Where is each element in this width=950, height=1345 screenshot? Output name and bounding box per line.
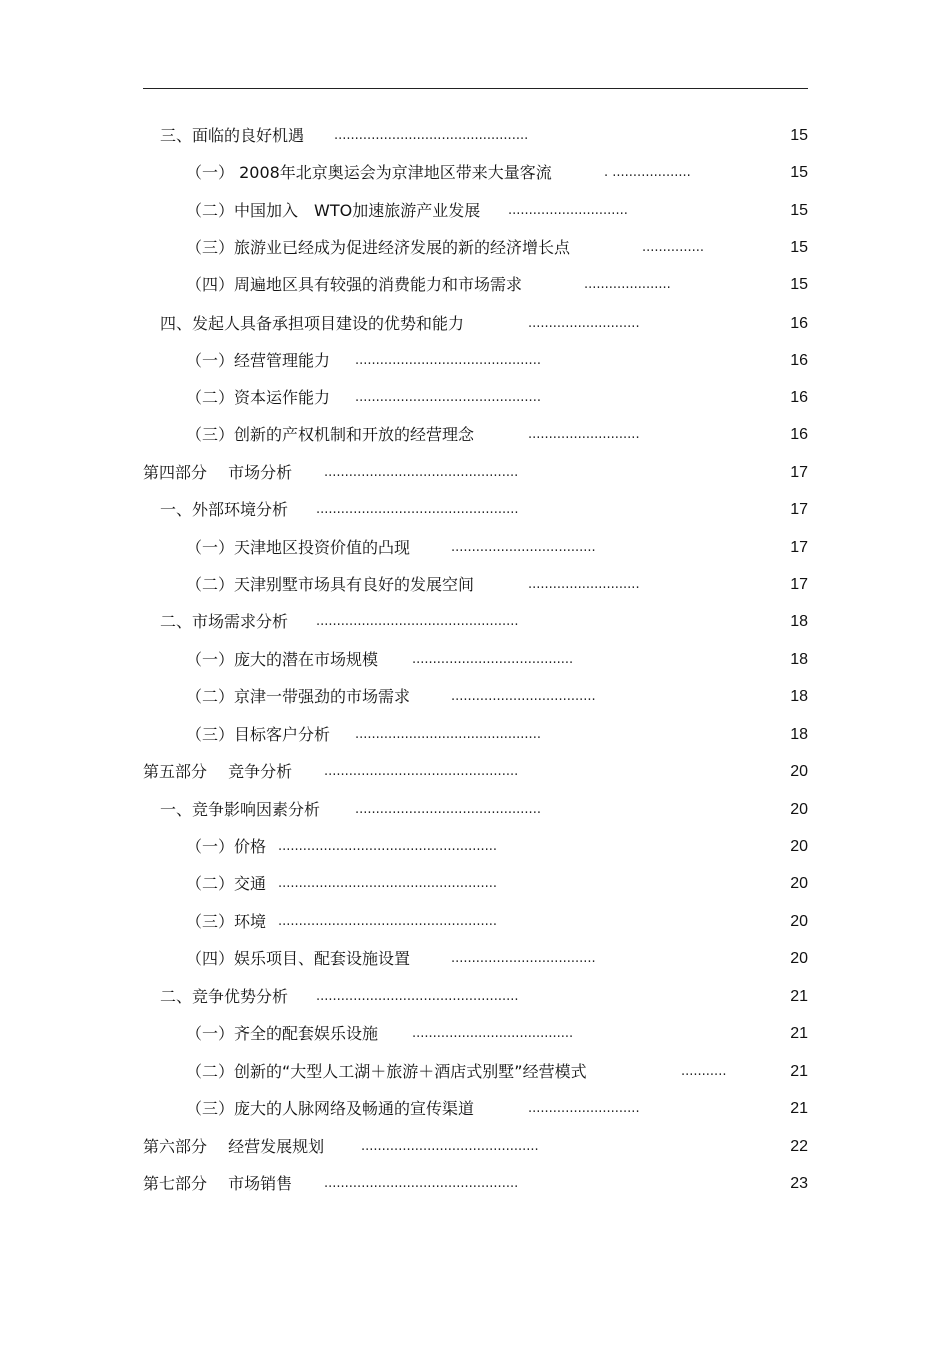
toc-entry[interactable] — [160, 124, 808, 148]
toc-entry-leader: ................................... — [451, 689, 596, 704]
toc-entry-leader: ........................................... — [361, 1139, 539, 1154]
toc-entry-leader: ............................................. — [355, 727, 541, 742]
toc-entry-leader: ................................................. — [316, 614, 519, 629]
toc-entry-title: （三）旅游业已经成为促进经济发展的新的经济增长点 — [186, 238, 571, 257]
toc-entry-page: 17 — [790, 464, 808, 481]
toc-entry[interactable] — [186, 835, 808, 859]
toc-entry[interactable] — [143, 461, 808, 485]
toc-entry-page: 20 — [790, 801, 808, 818]
toc-entry[interactable] — [186, 349, 808, 373]
toc-entry-page: 18 — [790, 613, 808, 630]
toc-entry-page: 20 — [790, 950, 808, 967]
toc-entry-leader: ................................... — [451, 951, 596, 966]
toc-entry-leader: ............................................... — [324, 764, 519, 779]
toc-entry-leader: ....................................... — [412, 652, 574, 667]
toc-entry[interactable] — [186, 723, 808, 747]
toc-entry-title: （二）京津一带强劲的市场需求 — [186, 687, 411, 706]
toc-entry-page: 16 — [790, 352, 808, 369]
toc-entry[interactable] — [143, 1135, 808, 1159]
toc-entry[interactable] — [160, 312, 808, 336]
toc-entry-leader: ..................................................... — [278, 876, 498, 891]
toc-entry-leader: ........................... — [528, 316, 640, 331]
toc-entry-leader: ................................................. — [316, 502, 519, 517]
toc-entry[interactable] — [143, 760, 808, 784]
toc-entry-leader: ........................... — [528, 1101, 640, 1116]
toc-entry[interactable] — [186, 423, 808, 447]
toc-entry[interactable] — [143, 1172, 808, 1196]
toc-entry-page: 20 — [790, 763, 808, 780]
toc-entry-leader: ....................................... — [412, 1026, 574, 1041]
toc-entry[interactable] — [186, 685, 808, 709]
toc-entry-leader: ..................................................... — [278, 914, 498, 929]
toc-entry-title: （三）创新的产权机制和开放的经营理念 — [186, 425, 475, 444]
toc-entry-page: 20 — [790, 913, 808, 930]
toc-entry-page: 15 — [790, 127, 808, 144]
toc-entry-page: 17 — [790, 539, 808, 556]
toc-entry[interactable] — [186, 536, 808, 560]
toc-entry-title: （一）齐全的配套娱乐设施 — [186, 1024, 379, 1043]
toc-entry[interactable] — [160, 498, 808, 522]
toc-entry-page: 16 — [790, 389, 808, 406]
toc-entry-title: （一）天津地区投资价值的凸现 — [186, 538, 411, 557]
toc-entry-page: 18 — [790, 688, 808, 705]
toc-entry-title: 一、外部环境分析 — [160, 500, 289, 519]
toc-entry[interactable] — [186, 386, 808, 410]
toc-entry[interactable] — [186, 910, 808, 934]
toc-entry-page: 18 — [790, 726, 808, 743]
toc-entry-leader: ................................... — [451, 540, 596, 555]
toc-entry-title: 二、竞争优势分析 — [160, 987, 289, 1006]
toc-entry[interactable] — [186, 161, 808, 185]
toc-entry-title: （二）创新的“大型人工湖＋旅游＋酒店式别墅”经营模式 — [186, 1062, 587, 1081]
toc-entry[interactable] — [186, 573, 808, 597]
toc-entry-leader: ........................... — [528, 427, 640, 442]
toc-entry-page: 20 — [790, 875, 808, 892]
toc-entry[interactable] — [186, 199, 808, 223]
toc-entry-title: （一） 2008年北京奥运会为京津地区带来大量客流 — [186, 163, 552, 182]
toc-entry-page: 15 — [790, 202, 808, 219]
toc-entry-title: 四、发起人具备承担项目建设的优势和能力 — [160, 314, 465, 333]
toc-entry[interactable] — [186, 872, 808, 896]
toc-entry-page: 22 — [790, 1138, 808, 1155]
toc-entry-page: 15 — [790, 164, 808, 181]
toc-entry-page: 21 — [790, 1025, 808, 1042]
toc-entry-page: 15 — [790, 239, 808, 256]
toc-entry[interactable] — [160, 798, 808, 822]
toc-entry-title: （一）庞大的潜在市场规模 — [186, 650, 379, 669]
toc-entry-page: 15 — [790, 276, 808, 293]
toc-entry-title: 第七部分 市场销售 — [143, 1174, 293, 1193]
toc-entry-title: （四）周遍地区具有较强的消费能力和市场需求 — [186, 275, 523, 294]
toc-entry-page: 23 — [790, 1175, 808, 1192]
toc-entry-leader: ........... — [681, 1064, 727, 1079]
toc-entry[interactable] — [160, 985, 808, 1009]
toc-entry-page: 16 — [790, 426, 808, 443]
toc-entry[interactable] — [186, 1097, 808, 1121]
toc-entry-page: 16 — [790, 315, 808, 332]
toc-entry[interactable] — [186, 947, 808, 971]
toc-entry-page: 21 — [790, 1063, 808, 1080]
toc-entry-leader: ............................................. — [355, 353, 541, 368]
toc-entry-title: （三）目标客户分析 — [186, 725, 331, 744]
toc-entry-title: 第六部分 经营发展规划 — [143, 1137, 325, 1156]
toc-entry-leader: ..................................................... — [278, 839, 498, 854]
toc-entry-title: 第五部分 竞争分析 — [143, 762, 293, 781]
toc-entry-leader: ............................................... — [334, 128, 529, 143]
toc-entry[interactable] — [160, 610, 808, 634]
toc-entry-title: （三）庞大的人脉网络及畅通的宣传渠道 — [186, 1099, 475, 1118]
toc-entry-title: 二、市场需求分析 — [160, 612, 289, 631]
toc-entry-leader: ................................................. — [316, 989, 519, 1004]
toc-entry-title: 一、竞争影响因素分析 — [160, 800, 321, 819]
toc-entry[interactable] — [186, 1022, 808, 1046]
toc-entry-page: 21 — [790, 988, 808, 1005]
toc-entry-page: 20 — [790, 838, 808, 855]
toc-entry-title: （二）资本运作能力 — [186, 388, 331, 407]
header-rule — [143, 88, 808, 89]
toc-entry-leader: ............................................. — [355, 390, 541, 405]
toc-entry-page: 17 — [790, 501, 808, 518]
toc-entry-title: 第四部分 市场分析 — [143, 463, 293, 482]
toc-entry-title: （四）娱乐项目、配套设施设置 — [186, 949, 411, 968]
toc-entry[interactable] — [186, 273, 808, 297]
toc-entry[interactable] — [186, 236, 808, 260]
toc-entry-page: 21 — [790, 1100, 808, 1117]
toc-entry-leader: ............................................. — [355, 802, 541, 817]
toc-entry[interactable] — [186, 648, 808, 672]
toc-entry-leader: ............... — [642, 240, 704, 255]
toc-entry-title: （一）经营管理能力 — [186, 351, 331, 370]
toc-entry-leader: ............................. — [508, 203, 628, 218]
toc-entry-page: 17 — [790, 576, 808, 593]
toc-entry[interactable] — [186, 1060, 808, 1084]
toc-entry-title: （二）中国加入 WTO加速旅游产业发展 — [186, 201, 481, 220]
toc-entry-page: 18 — [790, 651, 808, 668]
toc-entry-leader: ........................... — [528, 577, 640, 592]
toc-entry-title: （二）交通 — [186, 874, 267, 893]
toc-entry-leader: ............................................... — [324, 1176, 519, 1191]
toc-entry-title: （一）价格 — [186, 837, 267, 856]
toc-entry-title: 三、面临的良好机遇 — [160, 126, 305, 145]
toc-entry-title: （三）环境 — [186, 912, 267, 931]
toc-entry-leader: . ................... — [604, 165, 691, 180]
toc-entry-title: （二）天津别墅市场具有良好的发展空间 — [186, 575, 475, 594]
toc-entry-leader: ............................................... — [324, 465, 519, 480]
toc-entry-leader: ..................... — [584, 277, 671, 292]
